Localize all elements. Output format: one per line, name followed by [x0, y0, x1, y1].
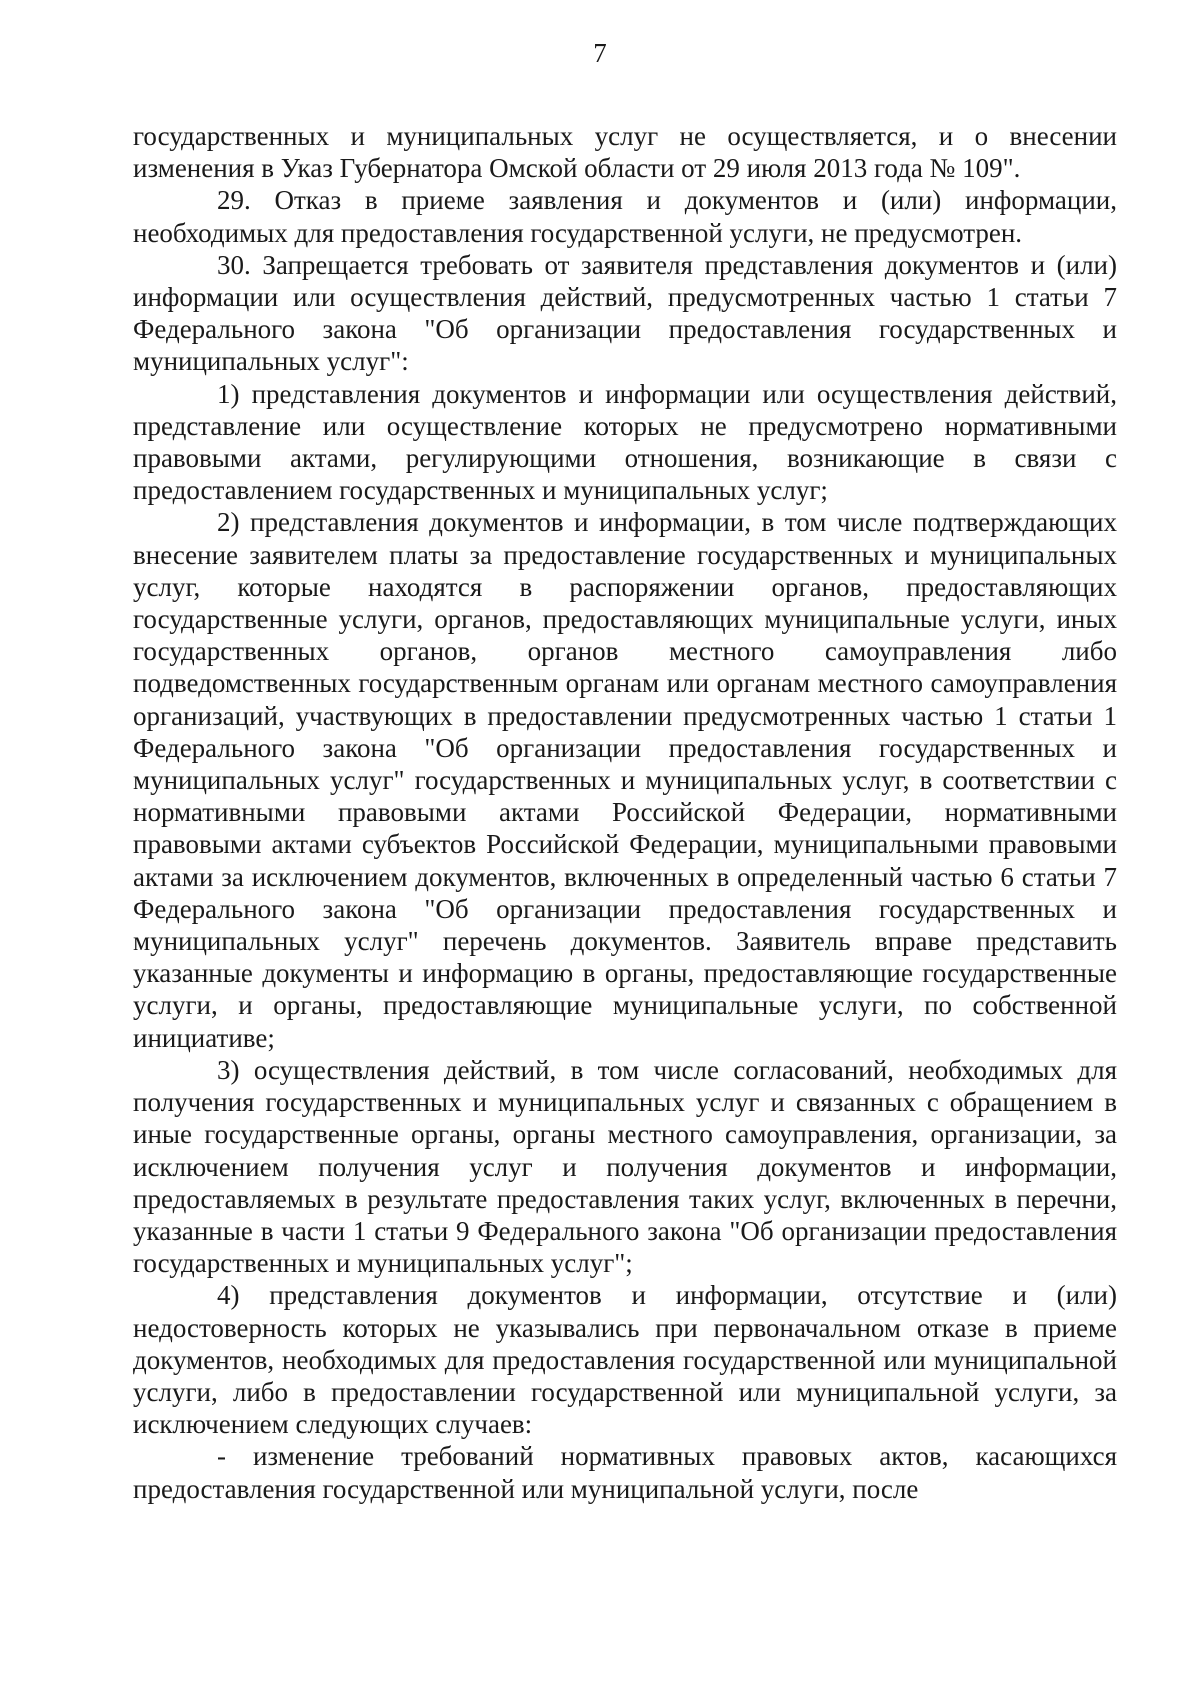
list-item-2: 2) представления документов и информации, в том числе подтверждающих внесение заявителем платы за предоставление государственных и муниципальных услуг, которые находятся в распоряжении органов, предоставляющих государственные услуги, органов, предоставляющих муниципальные услуги, иных государственных органов, органов местного самоуправления либо подведомственных государственным органам или органам местного самоуправления организаций, участвующих в предоставлении предусмотренных частью 1 статьи 1 Федерального закона "Об организации предоставления государственных и муниципальных услуг" государственных и муниципальных услуг, в соответствии с нормативными правовыми актами Российской Федерации, нормативными правовыми актами субъектов Российской Федерации, муниципальными правовыми актами за исключением документов, включенных в определенный частью 6 статьи 7 Федерального закона "Об организации предоставления государственных и муниципальных услуг" перечень документов. Заявитель вправе представить указанные документы и информацию в органы, предоставляющие государственные услуги, и органы, предоставляющие муниципальные услуги, по собственной инициативе;: [133, 507, 1117, 1053]
list-item-1: 1) представления документов и информации или осуществления действий, представление или осуществление которых не предусмотрено нормативными правовыми актами, регулирующими отношения, возникающие в связи с предоставлением государственных и муниципальных услуг;: [133, 378, 1117, 506]
list-subitem-dash: - изменение требований нормативных правовых актов, касающихся предоставления государственной или муниципальной услуги, после: [133, 1441, 1117, 1504]
document-body: [133, 120, 1117, 1505]
paragraph-30: 30. Запрещается требовать от заявителя представления документов и (или) информации или осуществления действий, предусмотренных частью 1 статьи 7 Федерального закона "Об организации предоставления государственных и муниципальных услуг":: [133, 249, 1117, 377]
page-number: 7: [593, 38, 607, 68]
list-item-3: 3) осуществления действий, в том числе согласований, необходимых для получения государственных и муниципальных услуг и связанных с обращением в иные государственные органы, органы местного самоуправления, организации, за исключением получения услуг и получения документов и информации, предоставляемых в результате предоставления таких услуг, включенных в перечни, указанные в части 1 статьи 9 Федерального закона "Об организации предоставления государственных и муниципальных услуг";: [133, 1054, 1117, 1279]
list-item-4: 4) представления документов и информации, отсутствие и (или) недостоверность которых не указывались при первоначальном отказе в приеме документов, необходимых для предоставления государственной или муниципальной услуги, либо в предоставлении государственной или муниципальной услуги, за исключением следующих случаев:: [133, 1280, 1117, 1440]
paragraph-29: 29. Отказ в приеме заявления и документов и (или) информации, необходимых для предоставления государственной услуги, не предусмотрен.: [133, 185, 1117, 248]
paragraph-continuation: государственных и муниципальных услуг не осуществляется, и о внесении изменения в Указ Губернатора Омской области от 29 июля 2013 года № 109".: [133, 121, 1117, 184]
